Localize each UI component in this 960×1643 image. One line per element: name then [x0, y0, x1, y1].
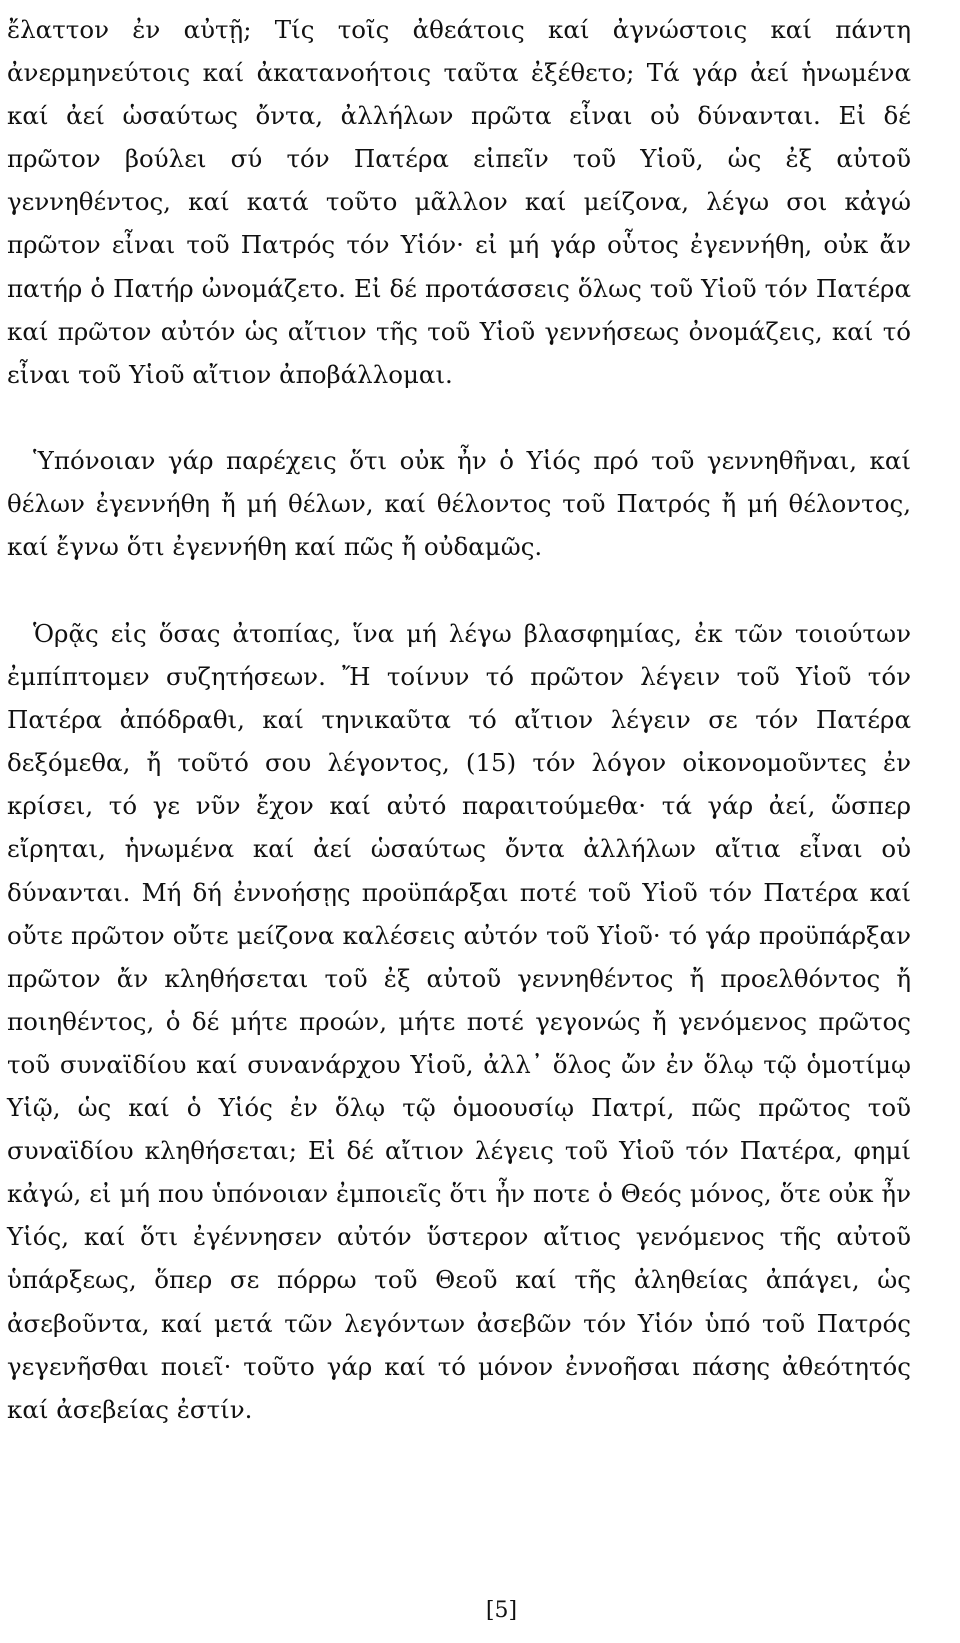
text-paragraph — [7, 612, 911, 1431]
page-number: [5] — [485, 1598, 518, 1623]
text-paragraph — [7, 439, 911, 568]
paragraph-2: Ὑπόνοιαν γάρ παρέχεις ὅτι οὐκ ἦν ὁ Υἱός πρό τοῦ γεννηθῆναι, καί θέλων ἐγεννήθη ἤ μή θέλων, καί θέλοντος τοῦ Πατρός ἤ μή θέλοντος, καί ἔγνω ὅτι ἐγεννήθη καί πῶς ἤ οὐδαμῶς. — [7, 446, 911, 562]
paragraph-3: Ὁρᾷς εἰς ὅσας ἀτοπίας, ἵνα μή λέγω βλασφημίας, ἐκ τῶν τοιούτων ἐμπίπτομεν συζητήσεων. Ἤ τοίνυν τό πρῶτον λέγειν τοῦ Υἱοῦ τόν Πατέρα ἀπόδραθι, καί τηνικαῦτα τό αἴτιον λέγειν σε τόν Πατέρα δεξόμεθα, ἤ τοῦτό σου λέγοντος, (15) τόν λόγον οἰκονομοῦντες ἐν κρίσει, τό γε νῦν ἔχον καί αὐτό παραιτούμεθα· τά γάρ ἀεί, ὥσπερ εἴρηται, ἡνωμένα καί ἀεί ὡσαύτως ὄντα ἀλλήλων αἴτια εἶναι οὐ δύνανται. Μή δή ἐννοήσῃς προϋπάρξαι ποτέ τοῦ Υἱοῦ τόν Πατέρα καί οὔτε πρῶτον οὔτε μείζονα καλέσεις αὐτόν τοῦ Υἱοῦ· τό γάρ προϋπάρξαν πρῶτον ἄν κληθήσεται τοῦ ἐξ αὐτοῦ γεννηθέντος ἤ προελθόντος ἤ ποιηθέντος, ὁ δέ μήτε προών, μήτε ποτέ γεγονώς ἤ γενόμενος πρῶτος τοῦ συναϊδίου καί συνανάρχου Υἱοῦ, ἀλλ᾽ ὅλος ὤν ἐν ὅλῳ τῷ ὁμοτίμῳ Υἱῷ, ὡς καί ὁ Υἱός ἐν ὅλῳ τῷ ὁμοουσίῳ Πατρί, πῶς πρῶτος τοῦ συναϊδίου κληθήσεται; Εἰ δέ αἴτιον λέγεις τοῦ Υἱοῦ τόν Πατέρα, φημί κἀγώ, εἰ μή που ὑπόνοιαν ἐμποιεῖς ὅτι ἦν ποτε ὁ Θεός μόνος, ὅτε οὐκ ἦν Υἱός, καί ὅτι ἐγέννησεν αὐτόν ὕστερον αἴτιος γενόμενος τῆς αὐτοῦ ὑπάρξεως, ὅπερ σε πόρρω τοῦ Θεοῦ καί τῆς ἀληθείας ἀπάγει, ὡς ἀσεβοῦντα, καί μετά τῶν λεγόντων ἀσεβῶν τόν Υἱόν ὑπό τοῦ Πατρός γεγενῆσθαι ποιεῖ· τοῦτο γάρ καί τό μόνον ἐννοῆσαι πάσης ἀθεότητός καί ἀσεβείας ἐστίν. — [7, 619, 911, 1424]
document-page — [7, 0, 911, 1643]
text-paragraph — [7, 8, 911, 396]
paragraph-1: ἔλαττον ἐν αὐτῇ; Τίς τοῖς ἀθεάτοις καί ἀγνώστοις καί πάντη ἀνερμηνεύτοις καί ἀκατανοήτοις ταῦτα ἐξέθετο; Τά γάρ ἀεί ἡνωμένα καί ἀεί ὡσαύτως ὄντα, ἀλλήλων πρῶτα εἶναι οὐ δύνανται. Εἰ δέ πρῶτον βούλει σύ τόν Πατέρα εἰπεῖν τοῦ Υἱοῦ, ὡς ἐξ αὐτοῦ γεννηθέντος, καί κατά τοῦτο μᾶλλον καί μείζονα, λέγω σοι κἀγώ πρῶτον εἶναι τοῦ Πατρός τόν Υἱόν· εἰ μή γάρ οὗτος ἐγεννήθη, οὐκ ἄν πατήρ ὁ Πατήρ ὠνομάζετο. Εἰ δέ προτάσσεις ὅλως τοῦ Υἱοῦ τόν Πατέρα καί πρῶτον αὐτόν ὡς αἴτιον τῆς τοῦ Υἱοῦ γεννήσεως ὀνομάζεις, καί τό εἶναι τοῦ Υἱοῦ αἴτιον ἀποβάλλομαι. — [7, 15, 911, 389]
